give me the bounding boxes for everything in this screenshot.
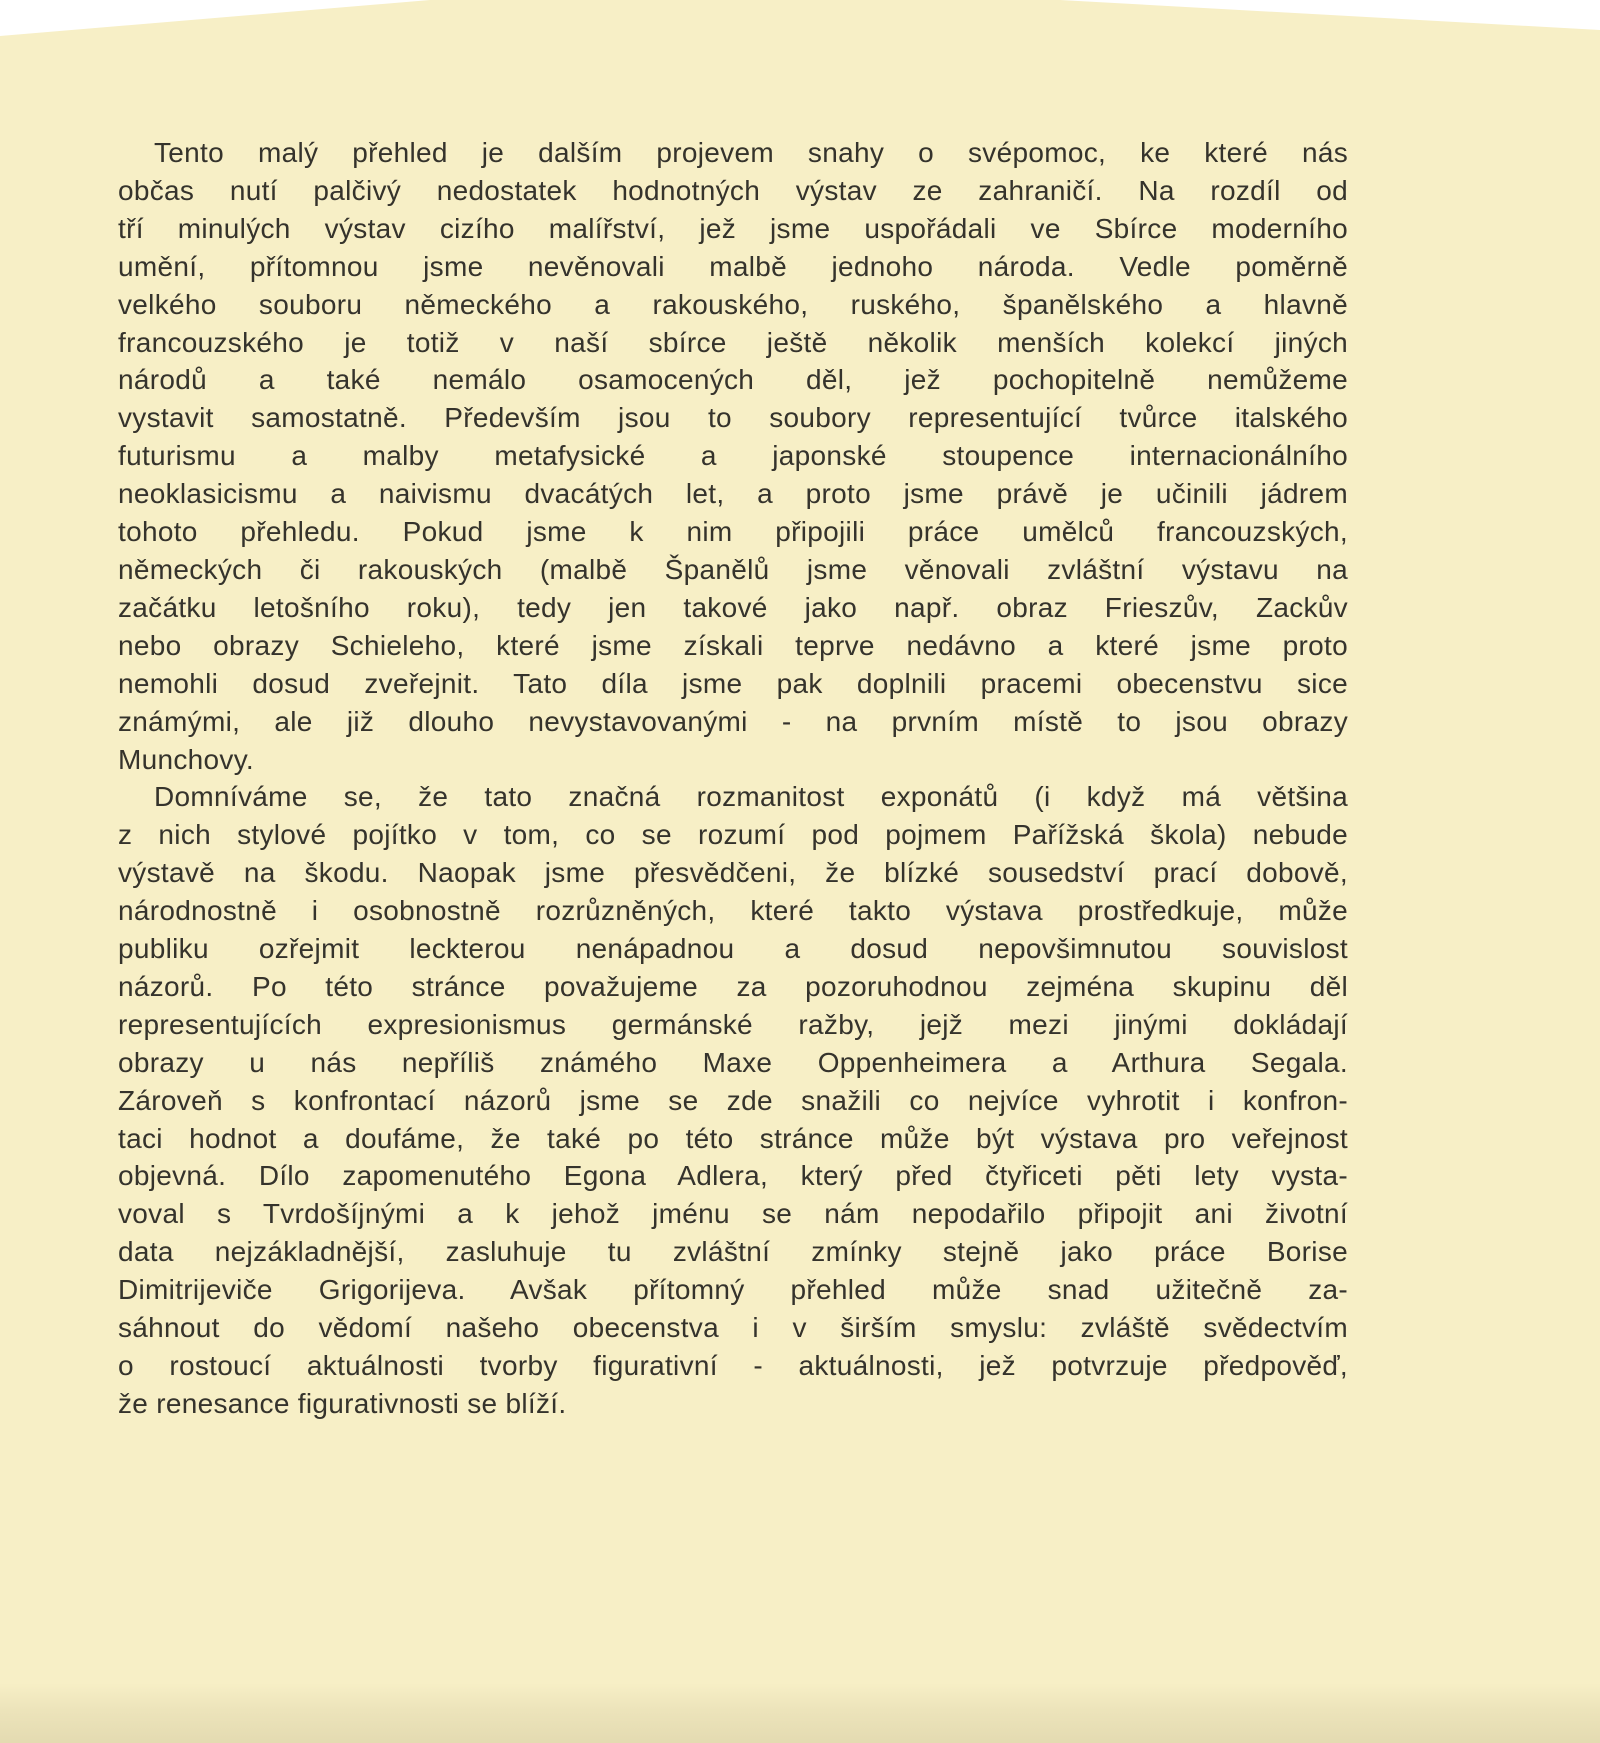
body-text: [118, 134, 1348, 1423]
text-line: výstavě na škodu. Naopak jsme přesvědčeni, že blízké sousedství prací dobově,: [118, 857, 1348, 889]
text-line: národnostně i osobnostně rozrůzněných, které takto výstava prostředkuje, může: [118, 895, 1348, 927]
text-line: Dimitrijeviče Grigorijeva. Avšak přítomný přehled může snad užitečně za-: [118, 1274, 1348, 1306]
text-line: representujících expresionismus germánské ražby, jejž mezi jinými dokládají: [118, 1008, 1348, 1040]
text-line: o rostoucí aktuálnosti tvorby figurativní - aktuálnosti, jež potvrzuje předpověď,: [118, 1350, 1348, 1381]
text-line: publiku ozřejmit leckterou nenápadnou a dosud nepovšimnutou souvislost: [118, 933, 1348, 965]
text-line: německých či rakouských (malbě Španělů jsme věnovali zvláštní výstavu na: [118, 553, 1348, 585]
text-line: umění, přítomnou jsme nevěnovali malbě jednoho národa. Vedle poměrně: [118, 250, 1348, 282]
text-line: objevná. Dílo zapomenutého Egona Adlera, který před čtyřiceti pěti lety vysta-: [118, 1160, 1348, 1192]
scan-edge-top-left: [0, 0, 430, 36]
text-line: data nejzákladnější, zasluhuje tu zvláštní zmínky stejně jako práce Borise: [118, 1236, 1348, 1268]
text-line: neoklasicismu a naivismu dvacátých let, a proto jsme právě je učinili jádrem: [118, 478, 1348, 510]
text-line: obrazy u nás nepříliš známého Maxe Oppenheimera a Arthura Segala.: [118, 1046, 1348, 1078]
text-line: francouzského je totiž v naší sbírce ještě několik menších kolekcí jiných: [118, 326, 1348, 358]
text-line: nemohli dosud zveřejnit. Tato díla jsme pak doplnili pracemi obecenstvu sice: [118, 667, 1348, 699]
text-line: názorů. Po této stránce považujeme za pozoruhodnou zejména skupinu děl: [118, 970, 1348, 1002]
text-line: tohoto přehledu. Pokud jsme k nim připojili práce umělců francouzských,: [118, 516, 1348, 548]
text-line: tří minulých výstav cizího malířství, jež jsme uspořádali ve Sbírce moderního: [118, 212, 1348, 244]
text-line: vystavit samostatně. Především jsou to soubory representující tvůrce italského: [118, 402, 1348, 434]
paragraph-1: [118, 134, 1348, 778]
text-line: známými, ale již dlouho nevystavovanými - na prvním místě to jsou obrazy: [118, 705, 1348, 737]
text-line: Domníváme se, že tato značná rozmanitost exponátů (i když má většina: [154, 781, 1348, 813]
text-line: sáhnout do vědomí našeho obecenstva i v širším smyslu: zvláště svědectvím: [118, 1312, 1348, 1344]
text-line: velkého souboru německého a rakouského, ruského, španělského a hlavně: [118, 288, 1348, 320]
scan-edge-top-right: [1060, 0, 1600, 30]
scan-shadow-bottom: [0, 1683, 1600, 1743]
text-line: taci hodnot a doufáme, že také po této stránce může být výstava pro veřejnost: [118, 1122, 1348, 1154]
text-line: nebo obrazy Schieleho, které jsme získali teprve nedávno a které jsme proto: [118, 629, 1348, 661]
paragraph-2: [118, 778, 1348, 1422]
text-line: národů a také nemálo osamocených děl, jež pochopitelně nemůžeme: [118, 364, 1348, 396]
text-line: Tento malý přehled je dalším projevem snahy o svépomoc, ke které nás: [154, 137, 1348, 168]
text-line: že renesance figurativnosti se blíží.: [118, 1387, 567, 1419]
text-line: Munchovy.: [118, 743, 255, 775]
text-line: Zároveň s konfrontací názorů jsme se zde snažili co nejvíce vyhrotit i konfron-: [118, 1084, 1348, 1116]
text-line: voval s Tvrdošíjnými a k jehož jménu se nám nepodařilo připojit ani životní: [118, 1198, 1348, 1230]
text-line: občas nutí palčivý nedostatek hodnotných výstav ze zahraničí. Na rozdíl od: [118, 174, 1348, 206]
text-line: futurismu a malby metafysické a japonské stoupence internacionálního: [118, 440, 1348, 472]
text-line: z nich stylové pojítko v tom, co se rozumí pod pojmem Pařížská škola) nebude: [118, 819, 1348, 851]
text-line: začátku letošního roku), tedy jen takové jako např. obraz Frieszův, Zackův: [118, 591, 1348, 623]
